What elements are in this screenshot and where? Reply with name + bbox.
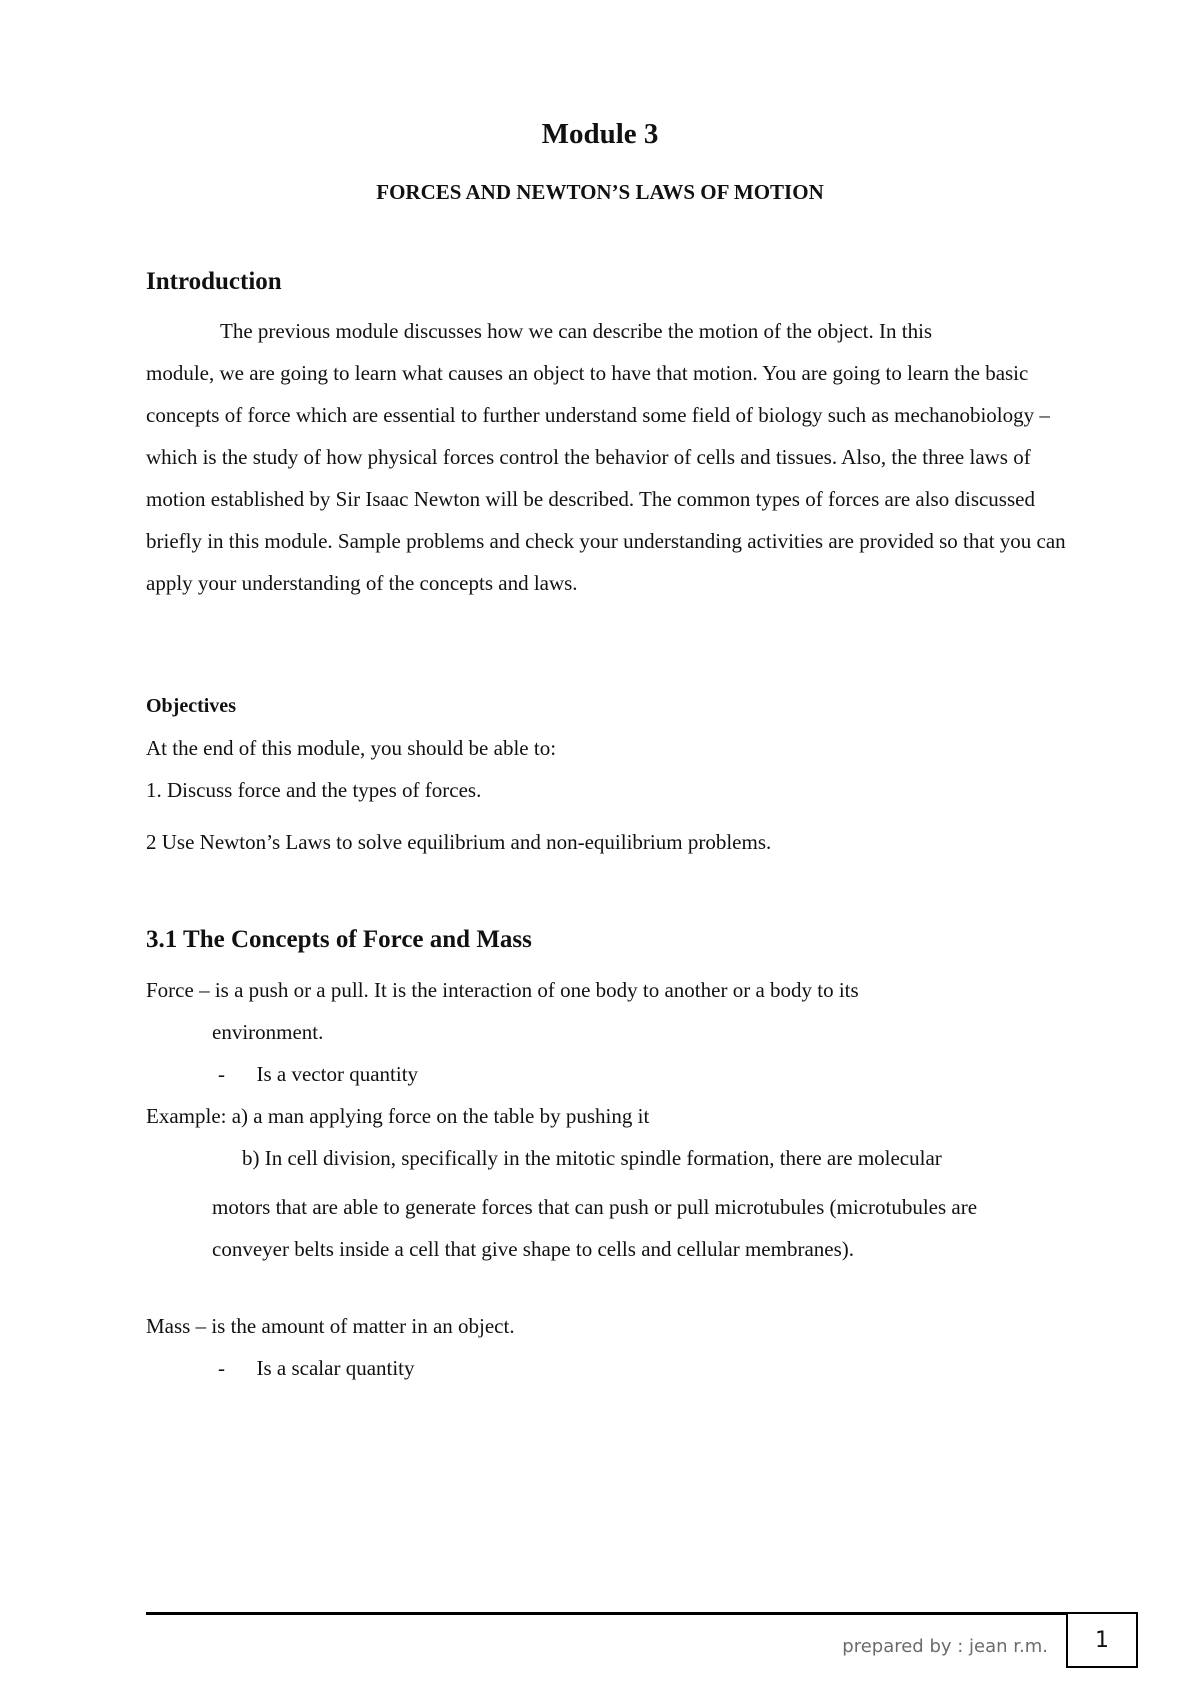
footer-prepared-by: prepared by : jean r.m. <box>842 1636 1048 1657</box>
introduction-first-line: The previous module discusses how we can describe the motion of the object. In this <box>220 319 933 343</box>
introduction-body: module, we are going to learn what causes an object to have that motion. You are going to learn the basic concepts of force which are essential to further understand some field of biology such as mechanobiology – which is the study of how physical forces control the behavior of cells and tissues. Also, the three laws of motion established by Sir Isaac Newton will be described. The common types of forces are also discussed briefly in this module. Sample problems and check your understanding activities are provided so that you can apply your understanding of the concepts and laws. <box>146 361 1066 595</box>
page-number: 1 <box>1095 1627 1109 1653</box>
objective-item-2: 2 Use Newton’s Laws to solve equilibrium and non-equilibrium problems. <box>146 830 772 854</box>
objectives-heading: Objectives <box>146 695 236 717</box>
page-number-box <box>1066 1612 1138 1668</box>
force-definition: Force – is a push or a pull. It is the interaction of one body to another or a body to its <box>146 978 859 1002</box>
mass-definition: Mass – is the amount of matter in an object. <box>146 1314 515 1338</box>
footer-rule <box>146 1612 1066 1615</box>
mass-bullet: - Is a scalar quantity <box>218 1356 415 1380</box>
example-b-body: motors that are able to generate forces that can push or pull microtubules (microtubules are conveyer belts inside a cell that give shape to cells and cellular membranes). <box>212 1195 978 1261</box>
section-heading: 3.1 The Concepts of Force and Mass <box>146 926 532 953</box>
force-bullet: - Is a vector quantity <box>218 1062 419 1086</box>
module-title: Module 3 <box>541 118 659 150</box>
example-b-first-line: b) In cell division, specifically in the mitotic spindle formation, there are molecular <box>242 1146 942 1170</box>
introduction-paragraph <box>146 310 1066 604</box>
objective-item-1: 1. Discuss force and the types of forces. <box>146 778 482 802</box>
example-a: Example: a) a man applying force on the table by pushing it <box>146 1104 650 1128</box>
objectives-lead: At the end of this module, you should be able to: <box>146 736 557 760</box>
module-subtitle: FORCES AND NEWTON’S LAWS OF MOTION <box>376 180 824 204</box>
force-definition-continued: environment. <box>212 1020 324 1044</box>
introduction-heading: Introduction <box>146 268 282 295</box>
